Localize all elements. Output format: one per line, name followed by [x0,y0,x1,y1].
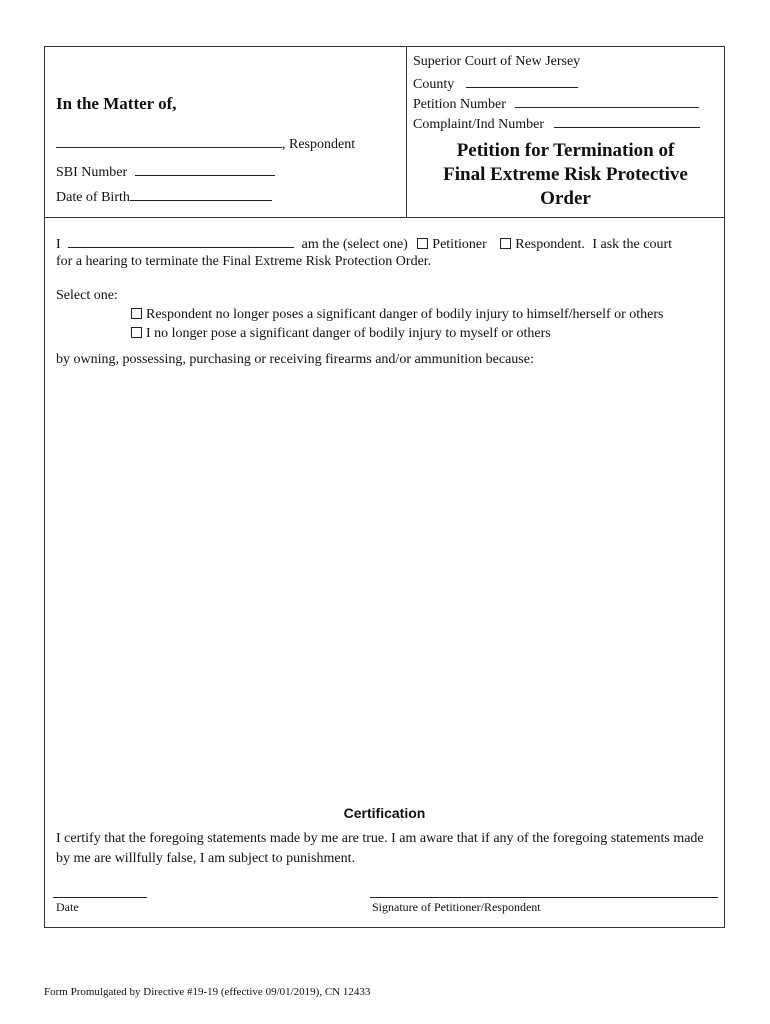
certification-text: I certify that the foregoing statements made by me are true. I am aware that if any of the foregoing statements made by me are willfully false, I am subject to punishment. [56,831,704,866]
ask-text: I ask the court [592,237,673,252]
statement-select-text: am the (select one) [301,237,408,252]
dob-field[interactable] [130,188,272,201]
option-2-row [125,326,551,342]
form-footer: Form Promulgated by Directive #19-19 (effective 09/01/2019), CN 12433 [44,986,371,998]
date-line[interactable] [53,897,147,898]
sbi-number-field[interactable] [135,163,275,176]
statement-line-1 [56,235,672,253]
respondent-checkbox[interactable] [500,238,511,249]
petitioner-checkbox[interactable] [417,238,428,249]
complaint-number-field[interactable] [554,115,700,128]
title-line-1: Petition for Termination of [456,140,675,161]
date-label: Date [56,900,79,914]
sbi-label: SBI Number [56,165,128,180]
signature-line[interactable] [370,897,718,898]
statement-prefix: I [56,237,61,252]
signature-label: Signature of Petitioner/Respondent [372,900,541,914]
court-name: Superior Court of New Jersey [413,54,581,69]
respondent-row [56,135,355,153]
caption-left [45,47,407,217]
title-line-2: Final Extreme Risk Protective [443,164,688,185]
county-field[interactable] [466,75,578,88]
option-1-row [125,307,664,323]
dob-row [56,188,272,206]
petitioner-name-field[interactable] [68,235,294,248]
reason-text-area[interactable] [56,375,716,795]
petition-number-row [413,95,699,113]
form-frame [44,46,725,928]
respondent-label: Respondent. [515,237,585,252]
continuation-text: by owning, possessing, purchasing or receiving firearms and/or ammunition because: [56,352,534,367]
option-2-checkbox[interactable] [131,327,142,338]
sbi-row [56,163,275,181]
title-line-3: Order [540,188,591,209]
county-label: County [413,77,455,92]
petition-number-field[interactable] [515,95,699,108]
form-title [407,139,724,211]
respondent-name-field[interactable] [56,135,282,148]
option-2-label: I no longer pose a significant danger of bodily injury to myself or others [146,326,551,341]
select-one-label: Select one: [56,288,118,303]
statement-line-2: for a hearing to terminate the Final Extreme Risk Protection Order. [56,254,432,269]
complaint-label: Complaint/Ind Number [413,117,545,132]
respondent-suffix: , Respondent [282,137,356,152]
form-header [45,47,724,218]
option-1-checkbox[interactable] [131,308,142,319]
petition-number-label: Petition Number [413,97,506,112]
matter-label: In the Matter of, [56,94,177,113]
petitioner-label: Petitioner [432,237,487,252]
county-row [413,75,578,93]
complaint-row [413,115,700,133]
option-1-label: Respondent no longer poses a significant danger of bodily injury to himself/herself or others [146,307,664,322]
dob-label: Date of Birth [56,190,130,205]
certification-heading: Certification [343,805,426,821]
